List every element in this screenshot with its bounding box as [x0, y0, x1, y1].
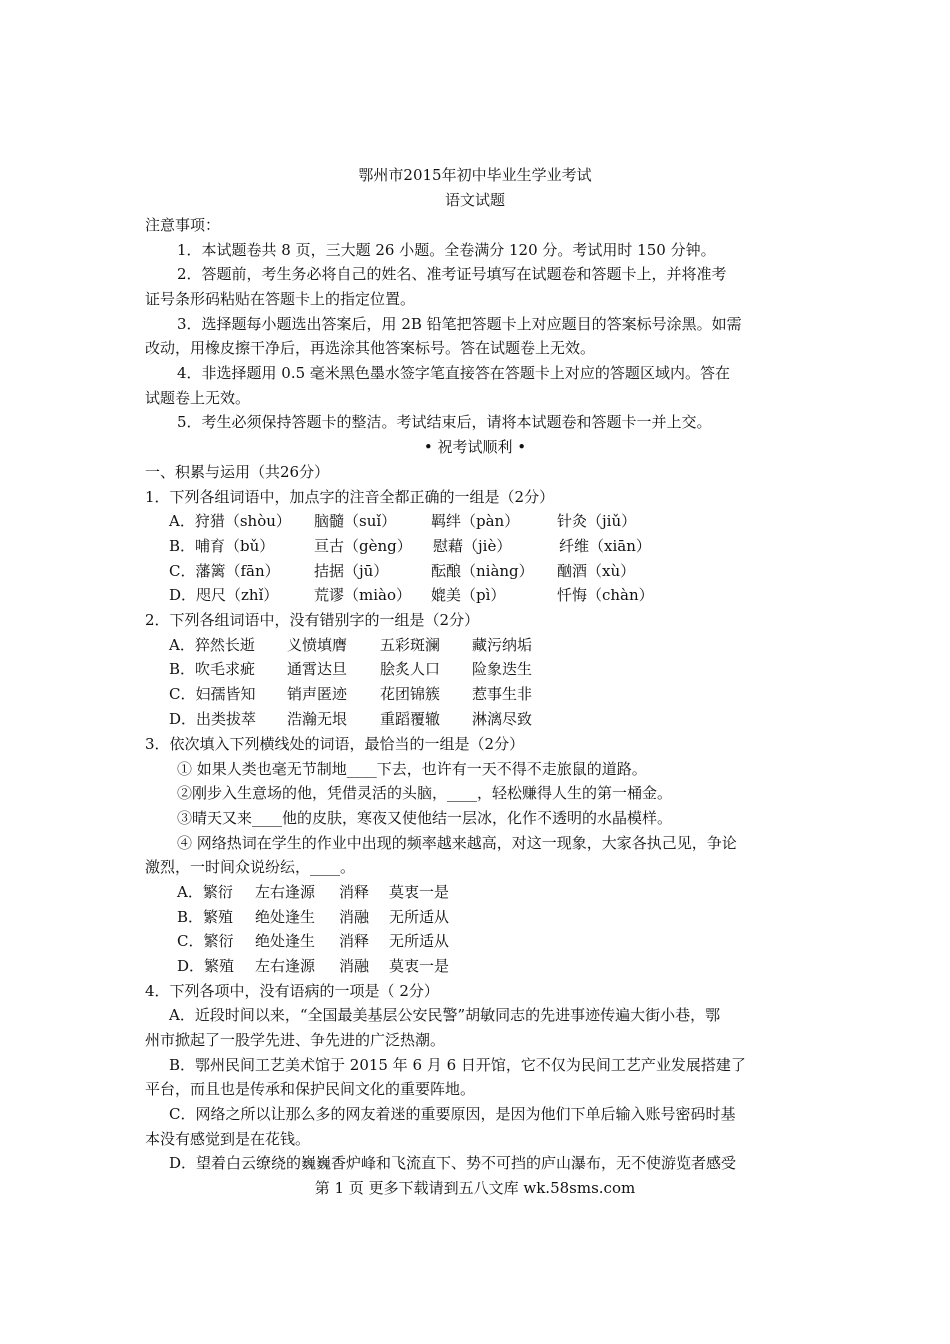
q3-option-d-word: 左右逢源: [255, 957, 316, 975]
q3-option-d-word: 莫衷一是: [389, 957, 450, 975]
question-4-stem: 4．下列各项中，没有语病的一项是（ 2分）: [145, 982, 439, 1000]
q2-option-c-word: 惹事生非: [472, 685, 533, 703]
notice-item: 1．本试题卷共 8 页，三大题 26 小题。全卷满分 120 分。考试用时 150 分钟。: [177, 241, 716, 259]
q3-sentence: ②刚步入生意场的他，凭借灵活的头脑，____，轻松赚得人生的第一桶金。: [177, 784, 673, 802]
q1-option-c-word: 拮据（jū）: [314, 562, 389, 580]
notice-item: 证号条形码粘贴在答题卡上的指定位置。: [145, 290, 416, 308]
q3-option-b: B．繁殖: [177, 908, 234, 926]
q3-option-c-word: 消释: [339, 932, 370, 950]
question-2-stem: 2．下列各组词语中，没有错别字的一组是（2分）: [145, 611, 480, 629]
exam-title: 鄂州市2015年初中毕业生学业考试: [358, 166, 592, 184]
q1-option-a-word: 针灸（jiǔ）: [557, 512, 637, 530]
q3-sentence: ④ 网络热词在学生的作业中出现的频率越来越高，对这一现象，大家各执己见，争论: [177, 834, 737, 852]
notice-heading: 注意事项：: [145, 216, 221, 234]
q3-option-b-word: 消融: [339, 908, 370, 926]
question-1-stem: 1．下列各组词语中，加点字的注音全都正确的一组是（2分）: [145, 488, 555, 506]
notice-item: 2．答题前，考生务必将自己的姓名、准考证号填写在试题卷和答题卡上，并将准考: [177, 265, 727, 283]
q2-option-b: B．吹毛求疵: [169, 660, 256, 678]
q2-option-c-word: 花团锦簇: [380, 685, 441, 703]
q1-option-a-word: 羁绊（pàn）: [431, 512, 520, 530]
q4-option-d: D．望着白云缭绕的巍巍香炉峰和飞流直下、势不可挡的庐山瀑布，无不使游览者感受: [169, 1154, 737, 1172]
blessing: • 祝考试顺利 •: [423, 438, 527, 456]
q3-option-b-word: 绝处逢生: [255, 908, 316, 926]
exam-subtitle: 语文试题: [444, 191, 505, 209]
notice-item: 试题卷上无效。: [145, 389, 251, 407]
q2-option-a-word: 五彩斑澜: [380, 636, 441, 654]
q4-option-c: C．网络之所以让那么多的网友着迷的重要原因，是因为他们下单后输入账号密码时基: [169, 1105, 736, 1123]
q2-option-d: D．出类拔萃: [169, 710, 257, 728]
q2-option-c-word: 销声匿迹: [287, 685, 348, 703]
q3-option-c-word: 绝处逢生: [255, 932, 316, 950]
q1-option-b-word: 亘古（gèng）: [314, 537, 412, 555]
q1-option-c-word: 酗酒（xù）: [557, 562, 636, 580]
q2-option-d-word: 浩瀚无垠: [287, 710, 348, 728]
q4-option-a: A．近段时间以来，“全国最美基层公安民警”胡敏同志的先进事迹传遍大街小巷，鄂: [169, 1006, 721, 1024]
q3-option-d: D．繁殖: [177, 957, 235, 975]
section-heading: 一、积累与运用（共26分）: [145, 463, 330, 481]
q3-sentence: ① 如果人类也毫无节制地____下去，也许有一天不得不走旅鼠的道路。: [177, 760, 647, 778]
q1-option-c: C．藩篱（fān）: [169, 562, 280, 580]
q4-option-c-cont: 本没有感觉到是在花钱。: [145, 1130, 311, 1148]
q4-option-b-cont: 平台，而且也是传承和保护民间文化的重要阵地。: [145, 1080, 476, 1098]
q3-sentence: ③晴天又来____他的皮肤，寒夜又使他结一层冰，化作不透明的水晶模样。: [177, 809, 673, 827]
q3-option-a: A．繁衍: [177, 883, 233, 901]
q4-option-b: B．鄂州民间工艺美术馆于 2015 年 6 月 6 日开馆，它不仅为民间工艺产业发展搭建了: [169, 1056, 746, 1074]
q3-sentence: 激烈，一时间众说纷纭，____。: [145, 858, 356, 876]
question-3-stem: 3．依次填入下列横线处的词语，最恰当的一组是（2分）: [145, 735, 525, 753]
notice-item: 5．考生必须保持答题卡的整洁。考试结束后，请将本试题卷和答题卡一并上交。: [177, 413, 712, 431]
q3-option-a-word: 左右逢源: [255, 883, 316, 901]
notice-item: 改动，用橡皮擦干净后，再选涂其他答案标号。答在试题卷上无效。: [145, 339, 596, 357]
q2-option-b-word: 脍炙人口: [380, 660, 441, 678]
q2-option-b-word: 通霄达旦: [287, 660, 348, 678]
q4-option-a-cont: 州市掀起了一股学先进、争先进的广泛热潮。: [145, 1031, 446, 1049]
q3-option-a-word: 莫衷一是: [389, 883, 450, 901]
q1-option-d-word: 荒谬（miào）: [314, 586, 411, 604]
q1-option-d-word: 忏悔（chàn）: [557, 586, 654, 604]
q1-option-b-word: 慰藉（jiè）: [433, 537, 512, 555]
q1-option-b-word: 纤维（xiān）: [559, 537, 651, 555]
q2-option-c: C．妇孺皆知: [169, 685, 256, 703]
page-footer: 第 1 页 更多下载请到五八文库 wk.58sms.com: [314, 1179, 636, 1197]
q3-option-c: C．繁衍: [177, 932, 234, 950]
q3-option-b-word: 无所适从: [389, 908, 450, 926]
q2-option-b-word: 险象迭生: [472, 660, 533, 678]
q1-option-a-word: 脑髓（suǐ）: [314, 512, 397, 530]
notice-item: 4．非选择题用 0.5 毫米黑色墨水签字笔直接答在答题卡上对应的答题区域内。答在: [177, 364, 730, 382]
q1-option-c-word: 酝酿（niàng）: [431, 562, 534, 580]
q3-option-a-word: 消释: [339, 883, 370, 901]
q2-option-d-word: 重蹈覆辙: [380, 710, 441, 728]
q2-option-a-word: 藏污纳垢: [472, 636, 533, 654]
q3-option-c-word: 无所适从: [389, 932, 450, 950]
q1-option-b: B．哺育（bǔ）: [169, 537, 275, 555]
q2-option-a-word: 义愤填膺: [287, 636, 348, 654]
q1-option-d: D．咫尺（zhǐ）: [169, 586, 279, 604]
notice-item: 3．选择题每小题选出答案后，用 2B 铅笔把答题卡上对应题目的答案标号涂黑。如需: [177, 315, 742, 333]
q1-option-d-word: 媲美（pì）: [431, 586, 506, 604]
q2-option-a: A．猝然长逝: [169, 636, 255, 654]
q1-option-a: A．狩猎（shòu）: [169, 512, 291, 530]
q2-option-d-word: 淋漓尽致: [472, 710, 533, 728]
q3-option-d-word: 消融: [339, 957, 370, 975]
